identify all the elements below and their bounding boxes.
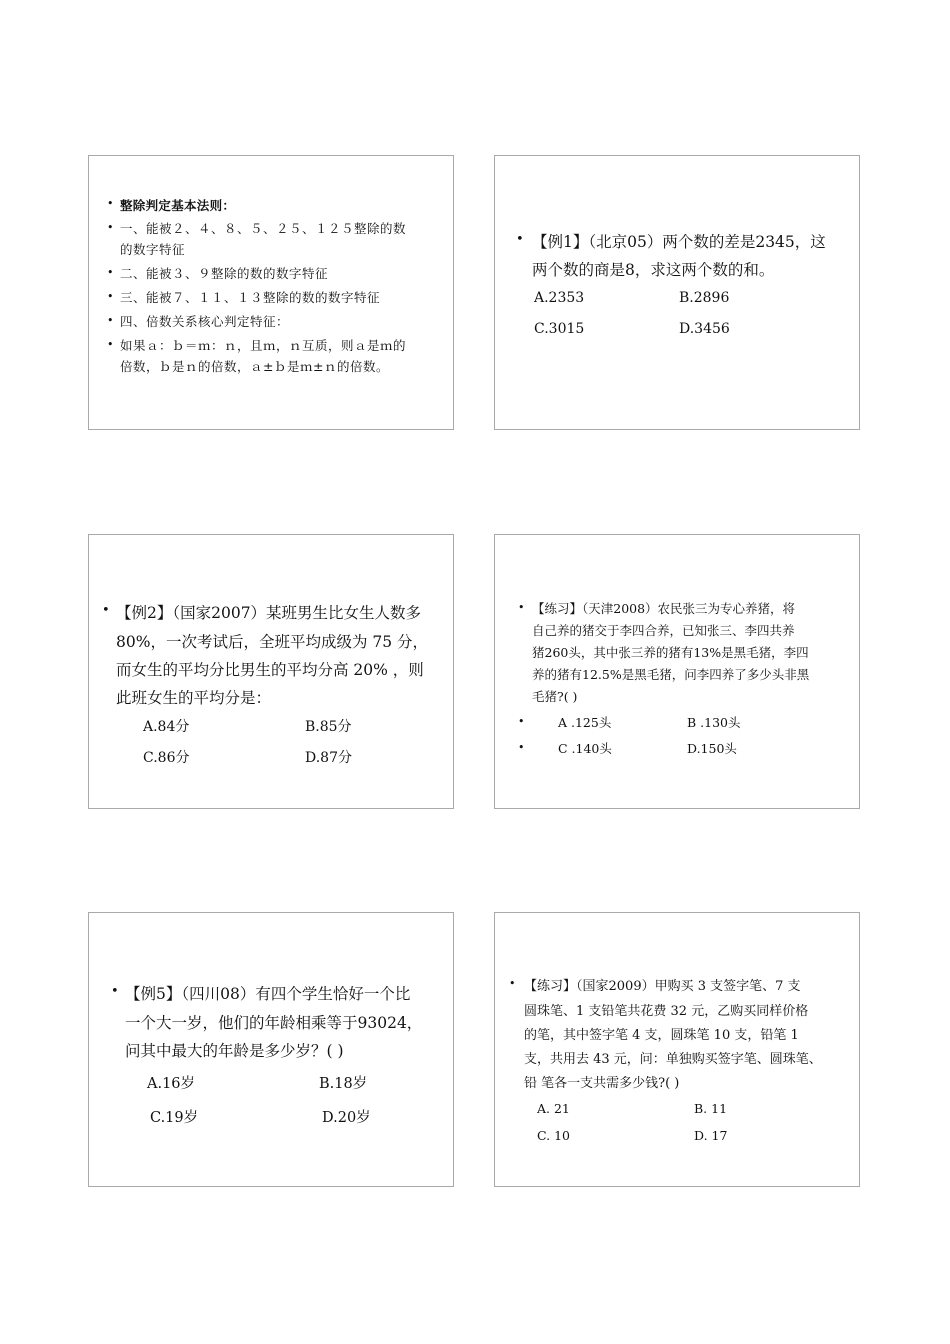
option-b: B.2896 — [679, 290, 730, 306]
bullet-dot: • — [518, 601, 525, 614]
question-text: 【例2】（国家2007）某班男生比女生人数多 — [116, 604, 422, 622]
bullet-dot: • — [111, 984, 119, 999]
option-d: D.20岁 — [322, 1110, 371, 1126]
bullet-dot: • — [102, 603, 110, 618]
slide-1 — [88, 155, 454, 430]
option-d: D.87分 — [305, 750, 352, 766]
text-line: 三、能被７、１１、１３整除的数的数字特征 — [120, 290, 381, 305]
bullet-dot: • — [107, 221, 114, 234]
question-text: 【例5】（四川08）有四个学生恰好一个比 — [125, 985, 411, 1003]
option-a: A.16岁 — [147, 1076, 196, 1092]
text-line: 倍数，ｂ是ｎ的倍数，ａ±ｂ是ｍ±ｎ的倍数。 — [120, 359, 389, 374]
option-b: B .130头 — [687, 715, 741, 730]
bullet-dot: • — [107, 290, 114, 303]
slide-3 — [88, 534, 454, 809]
slide-1-heading: 整除判定基本法则： — [120, 198, 236, 213]
option-c: C.86分 — [143, 750, 190, 766]
option-c: C. 10 — [537, 1128, 570, 1143]
question-text: 圆珠笔、1 支铅笔共花费 32 元，乙购买同样价格 — [524, 1004, 809, 1019]
bullet-dot: • — [107, 197, 114, 210]
question-text: 支，共用去 43 元，问：单独购买签字笔、圆珠笔、 — [524, 1052, 822, 1067]
slide-2 — [494, 155, 860, 430]
bullet-dot: • — [509, 977, 516, 990]
bullet-dot: • — [107, 338, 114, 351]
option-b: B.85分 — [305, 719, 352, 735]
question-text: 铅 笔各一支共需多少钱?( ) — [524, 1076, 680, 1091]
option-a: A.2353 — [534, 290, 585, 306]
question-text: 【例1】（北京05）两个数的差是2345，这 — [532, 233, 826, 251]
option-a: A .125头 — [558, 715, 612, 730]
question-text: 问其中最大的年龄是多少岁？( ) — [125, 1042, 344, 1060]
question-text: 此班女生的平均分是： — [116, 689, 272, 707]
question-text: 毛猪?( ) — [532, 689, 578, 704]
bullet-dot: • — [107, 314, 114, 327]
question-text: 【练习】（国家2009）甲购买 3 支签字笔、7 支 — [524, 979, 801, 994]
text-line: 的数字特征 — [120, 242, 186, 257]
slide-6 — [494, 912, 860, 1187]
option-c: C.3015 — [534, 321, 585, 337]
question-text: 自己养的猪交于李四合养，已知张三、李四共养 — [532, 623, 795, 638]
question-text: 的笔，其中签字笔 4 支，圆珠笔 10 支，铅笔 1 — [524, 1028, 799, 1043]
question-text: 【练习】（天津2008）农民张三为专心养猪，将 — [532, 601, 796, 616]
text-line: 二、能被３、９整除的数的数字特征 — [120, 266, 329, 281]
option-d: D.3456 — [679, 321, 730, 337]
question-text: 两个数的商是8，求这两个数的和。 — [532, 261, 775, 279]
bullet-dot: • — [516, 232, 524, 247]
bullet-dot: • — [518, 741, 525, 754]
option-c: C .140头 — [558, 741, 612, 756]
option-c: C.19岁 — [150, 1110, 199, 1126]
slide-4 — [494, 534, 860, 809]
option-a: A.84分 — [143, 719, 190, 735]
option-a: A. 21 — [537, 1101, 570, 1116]
option-b: B. 11 — [694, 1101, 728, 1116]
question-text: 80%，一次考试后，全班平均成级为 75 分， — [116, 633, 429, 651]
option-d: D. 17 — [694, 1128, 728, 1143]
bullet-dot: • — [107, 266, 114, 279]
bullet-dot: • — [518, 715, 525, 728]
question-text: 一个大一岁，他们的年龄相乘等于93024， — [125, 1014, 423, 1032]
question-text: 猪260头，其中张三养的猪有13%是黑毛猪，李四 — [532, 645, 809, 660]
text-line: 四、倍数关系核心判定特征： — [120, 314, 290, 329]
slide-5 — [88, 912, 454, 1187]
option-d: D.150头 — [687, 741, 737, 756]
question-text: 而女生的平均分比男生的平均分高 20% ，则 — [116, 661, 424, 679]
question-text: 养的猪有12.5%是黑毛猪，问李四养了多少头非黑 — [532, 667, 810, 682]
option-b: B.18岁 — [319, 1076, 368, 1092]
text-line: 一、能被２、４、８、５、２５、１２５整除的数 — [120, 221, 407, 236]
text-line: 如果ａ：ｂ＝ｍ：ｎ，且ｍ，ｎ互质，则ａ是ｍ的 — [120, 338, 407, 353]
